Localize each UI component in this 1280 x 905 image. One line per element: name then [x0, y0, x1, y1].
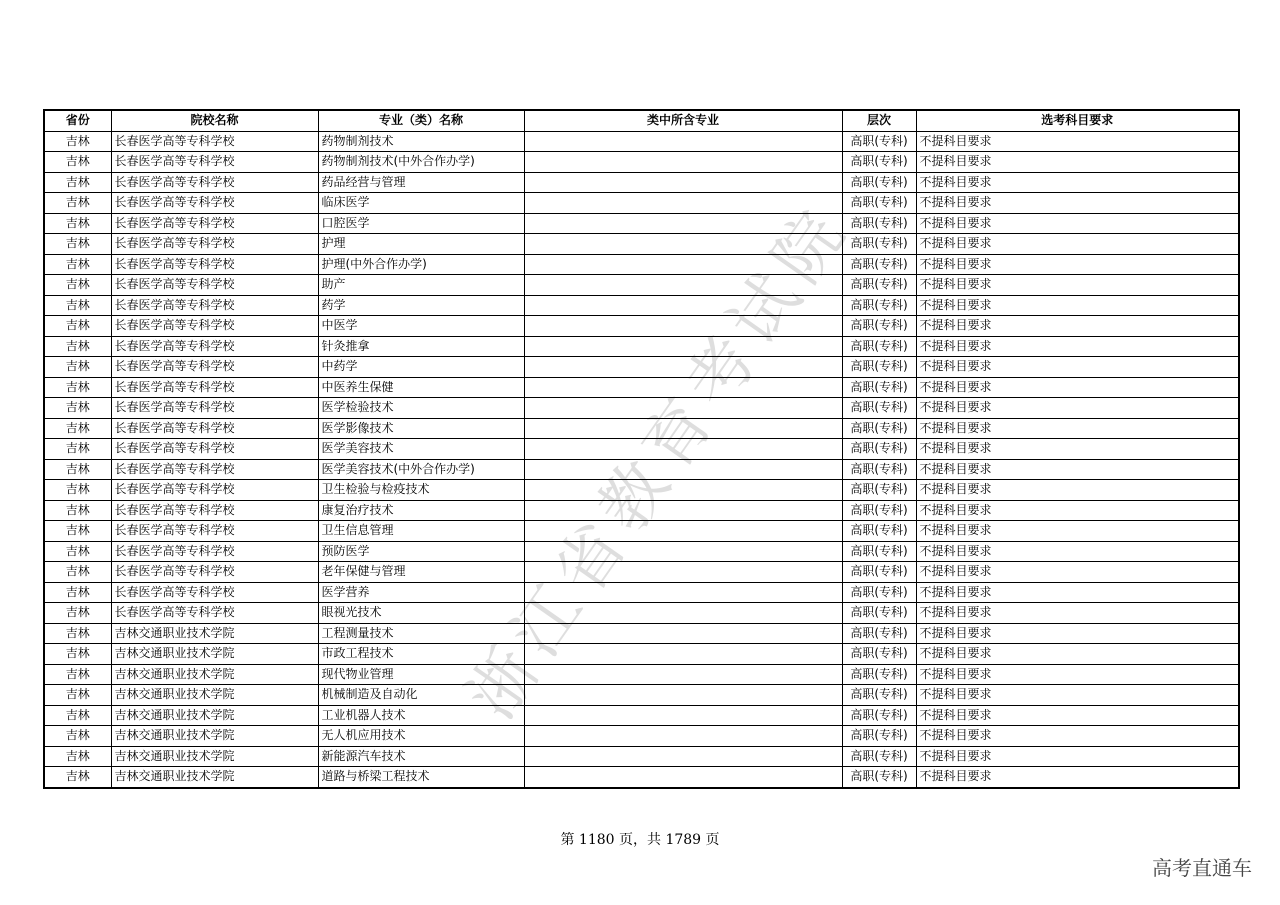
header-school-name: 院校名称 — [111, 110, 318, 131]
table-row — [44, 316, 1239, 337]
included-majors-cell — [524, 623, 842, 644]
table-row — [44, 357, 1239, 378]
table-row — [44, 398, 1239, 419]
level-cell: 高职(专科) — [842, 685, 916, 706]
level-cell: 高职(专科) — [842, 459, 916, 480]
subject-requirement-cell: 不提科目要求 — [916, 172, 1239, 193]
table-row — [44, 131, 1239, 152]
included-majors-cell — [524, 664, 842, 685]
subject-requirement-cell: 不提科目要求 — [916, 213, 1239, 234]
header-subject-requirement: 选考科目要求 — [916, 110, 1239, 131]
level-cell: 高职(专科) — [842, 193, 916, 214]
included-majors-cell — [524, 726, 842, 747]
major-name-cell: 卫生信息管理 — [318, 521, 524, 542]
table-row — [44, 152, 1239, 173]
subject-requirement-cell: 不提科目要求 — [916, 275, 1239, 296]
major-name-cell: 助产 — [318, 275, 524, 296]
school-name-cell: 长春医学高等专科学校 — [111, 234, 318, 255]
table-row — [44, 541, 1239, 562]
province-cell: 吉林 — [44, 172, 111, 193]
subject-requirement-cell: 不提科目要求 — [916, 439, 1239, 460]
table-row — [44, 459, 1239, 480]
level-cell: 高职(专科) — [842, 562, 916, 583]
included-majors-cell — [524, 705, 842, 726]
subject-requirement-cell: 不提科目要求 — [916, 377, 1239, 398]
school-name-cell: 长春医学高等专科学校 — [111, 336, 318, 357]
school-name-cell: 长春医学高等专科学校 — [111, 316, 318, 337]
province-cell: 吉林 — [44, 398, 111, 419]
page-number: 第 1180 页，共 1789 页 — [560, 832, 720, 848]
included-majors-cell — [524, 603, 842, 624]
major-name-cell: 现代物业管理 — [318, 664, 524, 685]
subject-requirement-cell: 不提科目要求 — [916, 603, 1239, 624]
major-name-cell: 口腔医学 — [318, 213, 524, 234]
major-name-cell: 工业机器人技术 — [318, 705, 524, 726]
school-name-cell: 长春医学高等专科学校 — [111, 398, 318, 419]
level-cell: 高职(专科) — [842, 131, 916, 152]
school-name-cell: 吉林交通职业技术学院 — [111, 726, 318, 747]
major-name-cell: 针灸推拿 — [318, 336, 524, 357]
level-cell: 高职(专科) — [842, 767, 916, 788]
included-majors-cell — [524, 685, 842, 706]
subject-requirement-cell: 不提科目要求 — [916, 746, 1239, 767]
school-name-cell: 长春医学高等专科学校 — [111, 603, 318, 624]
table-row — [44, 746, 1239, 767]
included-majors-cell — [524, 295, 842, 316]
subject-requirement-cell: 不提科目要求 — [916, 459, 1239, 480]
level-cell: 高职(专科) — [842, 521, 916, 542]
province-cell: 吉林 — [44, 131, 111, 152]
subject-requirement-cell: 不提科目要求 — [916, 521, 1239, 542]
major-name-cell: 康复治疗技术 — [318, 500, 524, 521]
school-name-cell: 长春医学高等专科学校 — [111, 521, 318, 542]
table-row — [44, 562, 1239, 583]
table-row — [44, 644, 1239, 665]
province-cell: 吉林 — [44, 152, 111, 173]
province-cell: 吉林 — [44, 418, 111, 439]
table-header-row — [44, 110, 1239, 131]
major-name-cell: 眼视光技术 — [318, 603, 524, 624]
header-level: 层次 — [842, 110, 916, 131]
province-cell: 吉林 — [44, 459, 111, 480]
level-cell: 高职(专科) — [842, 254, 916, 275]
table-row — [44, 500, 1239, 521]
included-majors-cell — [524, 131, 842, 152]
table-row — [44, 623, 1239, 644]
school-name-cell: 吉林交通职业技术学院 — [111, 644, 318, 665]
major-name-cell: 药学 — [318, 295, 524, 316]
major-name-cell: 老年保健与管理 — [318, 562, 524, 583]
major-name-cell: 中医学 — [318, 316, 524, 337]
table-row — [44, 705, 1239, 726]
table-row — [44, 172, 1239, 193]
major-name-cell: 预防医学 — [318, 541, 524, 562]
subject-requirement-cell: 不提科目要求 — [916, 644, 1239, 665]
major-name-cell: 无人机应用技术 — [318, 726, 524, 747]
school-name-cell: 长春医学高等专科学校 — [111, 131, 318, 152]
province-cell: 吉林 — [44, 295, 111, 316]
subject-requirement-cell: 不提科目要求 — [916, 500, 1239, 521]
school-name-cell: 长春医学高等专科学校 — [111, 377, 318, 398]
province-cell: 吉林 — [44, 521, 111, 542]
level-cell: 高职(专科) — [842, 726, 916, 747]
level-cell: 高职(专科) — [842, 234, 916, 255]
subject-requirement-cell: 不提科目要求 — [916, 582, 1239, 603]
level-cell: 高职(专科) — [842, 582, 916, 603]
subject-requirement-cell: 不提科目要求 — [916, 193, 1239, 214]
included-majors-cell — [524, 316, 842, 337]
table-row — [44, 439, 1239, 460]
subject-requirement-cell: 不提科目要求 — [916, 131, 1239, 152]
table-row — [44, 480, 1239, 501]
level-cell: 高职(专科) — [842, 644, 916, 665]
included-majors-cell — [524, 439, 842, 460]
province-cell: 吉林 — [44, 336, 111, 357]
subject-requirement-cell: 不提科目要求 — [916, 234, 1239, 255]
included-majors-cell — [524, 377, 842, 398]
major-name-cell: 药品经营与管理 — [318, 172, 524, 193]
school-name-cell: 长春医学高等专科学校 — [111, 439, 318, 460]
school-name-cell: 吉林交通职业技术学院 — [111, 767, 318, 788]
subject-requirement-cell: 不提科目要求 — [916, 418, 1239, 439]
header-included-majors: 类中所含专业 — [524, 110, 842, 131]
province-cell: 吉林 — [44, 705, 111, 726]
table-row — [44, 418, 1239, 439]
subject-requirement-cell: 不提科目要求 — [916, 295, 1239, 316]
province-cell: 吉林 — [44, 582, 111, 603]
table-row — [44, 664, 1239, 685]
school-name-cell: 长春医学高等专科学校 — [111, 172, 318, 193]
level-cell: 高职(专科) — [842, 152, 916, 173]
table-row — [44, 377, 1239, 398]
table-row — [44, 726, 1239, 747]
level-cell: 高职(专科) — [842, 295, 916, 316]
school-name-cell: 长春医学高等专科学校 — [111, 193, 318, 214]
subject-requirement-cell: 不提科目要求 — [916, 336, 1239, 357]
subject-requirement-cell: 不提科目要求 — [916, 398, 1239, 419]
province-cell: 吉林 — [44, 644, 111, 665]
subject-requirement-cell: 不提科目要求 — [916, 726, 1239, 747]
level-cell: 高职(专科) — [842, 623, 916, 644]
school-name-cell: 长春医学高等专科学校 — [111, 213, 318, 234]
subject-requirement-cell: 不提科目要求 — [916, 562, 1239, 583]
province-cell: 吉林 — [44, 193, 111, 214]
subject-requirement-cell: 不提科目要求 — [916, 152, 1239, 173]
table-row — [44, 254, 1239, 275]
level-cell: 高职(专科) — [842, 418, 916, 439]
province-cell: 吉林 — [44, 377, 111, 398]
table-row — [44, 295, 1239, 316]
major-name-cell: 卫生检验与检疫技术 — [318, 480, 524, 501]
admission-table-container — [43, 109, 1238, 789]
level-cell: 高职(专科) — [842, 603, 916, 624]
table-body — [44, 131, 1239, 788]
level-cell: 高职(专科) — [842, 398, 916, 419]
level-cell: 高职(专科) — [842, 664, 916, 685]
province-cell: 吉林 — [44, 541, 111, 562]
subject-requirement-cell: 不提科目要求 — [916, 623, 1239, 644]
level-cell: 高职(专科) — [842, 213, 916, 234]
table-row — [44, 767, 1239, 788]
included-majors-cell — [524, 767, 842, 788]
included-majors-cell — [524, 213, 842, 234]
included-majors-cell — [524, 541, 842, 562]
included-majors-cell — [524, 254, 842, 275]
school-name-cell: 长春医学高等专科学校 — [111, 418, 318, 439]
province-cell: 吉林 — [44, 357, 111, 378]
level-cell: 高职(专科) — [842, 746, 916, 767]
subject-requirement-cell: 不提科目要求 — [916, 705, 1239, 726]
level-cell: 高职(专科) — [842, 172, 916, 193]
table-row — [44, 336, 1239, 357]
major-name-cell: 护理 — [318, 234, 524, 255]
school-name-cell: 长春医学高等专科学校 — [111, 459, 318, 480]
province-cell: 吉林 — [44, 234, 111, 255]
major-name-cell: 医学美容技术 — [318, 439, 524, 460]
subject-requirement-cell: 不提科目要求 — [916, 254, 1239, 275]
major-name-cell: 工程测量技术 — [318, 623, 524, 644]
subject-requirement-cell: 不提科目要求 — [916, 316, 1239, 337]
province-cell: 吉林 — [44, 480, 111, 501]
school-name-cell: 长春医学高等专科学校 — [111, 357, 318, 378]
school-name-cell: 长春医学高等专科学校 — [111, 152, 318, 173]
province-cell: 吉林 — [44, 275, 111, 296]
level-cell: 高职(专科) — [842, 275, 916, 296]
included-majors-cell — [524, 234, 842, 255]
included-majors-cell — [524, 357, 842, 378]
province-cell: 吉林 — [44, 254, 111, 275]
subject-requirement-cell: 不提科目要求 — [916, 541, 1239, 562]
school-name-cell: 长春医学高等专科学校 — [111, 254, 318, 275]
table-row — [44, 275, 1239, 296]
table-row — [44, 603, 1239, 624]
school-name-cell: 吉林交通职业技术学院 — [111, 746, 318, 767]
major-name-cell: 医学美容技术(中外合作办学) — [318, 459, 524, 480]
major-name-cell: 护理(中外合作办学) — [318, 254, 524, 275]
included-majors-cell — [524, 562, 842, 583]
level-cell: 高职(专科) — [842, 705, 916, 726]
included-majors-cell — [524, 193, 842, 214]
school-name-cell: 吉林交通职业技术学院 — [111, 664, 318, 685]
admission-table — [43, 109, 1240, 789]
included-majors-cell — [524, 500, 842, 521]
major-name-cell: 新能源汽车技术 — [318, 746, 524, 767]
included-majors-cell — [524, 275, 842, 296]
header-province: 省份 — [44, 110, 111, 131]
province-cell: 吉林 — [44, 500, 111, 521]
major-name-cell: 医学影像技术 — [318, 418, 524, 439]
major-name-cell: 道路与桥梁工程技术 — [318, 767, 524, 788]
major-name-cell: 药物制剂技术(中外合作办学) — [318, 152, 524, 173]
table-row — [44, 582, 1239, 603]
included-majors-cell — [524, 746, 842, 767]
level-cell: 高职(专科) — [842, 377, 916, 398]
included-majors-cell — [524, 521, 842, 542]
major-name-cell: 临床医学 — [318, 193, 524, 214]
included-majors-cell — [524, 418, 842, 439]
subject-requirement-cell: 不提科目要求 — [916, 664, 1239, 685]
included-majors-cell — [524, 398, 842, 419]
subject-requirement-cell: 不提科目要求 — [916, 685, 1239, 706]
province-cell: 吉林 — [44, 685, 111, 706]
province-cell: 吉林 — [44, 213, 111, 234]
table-row — [44, 193, 1239, 214]
level-cell: 高职(专科) — [842, 480, 916, 501]
province-cell: 吉林 — [44, 767, 111, 788]
school-name-cell: 长春医学高等专科学校 — [111, 541, 318, 562]
school-name-cell: 吉林交通职业技术学院 — [111, 705, 318, 726]
major-name-cell: 中药学 — [318, 357, 524, 378]
school-name-cell: 吉林交通职业技术学院 — [111, 685, 318, 706]
province-cell: 吉林 — [44, 726, 111, 747]
table-row — [44, 521, 1239, 542]
school-name-cell: 长春医学高等专科学校 — [111, 275, 318, 296]
included-majors-cell — [524, 172, 842, 193]
major-name-cell: 医学营养 — [318, 582, 524, 603]
level-cell: 高职(专科) — [842, 357, 916, 378]
header-major-name: 专业（类）名称 — [318, 110, 524, 131]
school-name-cell: 吉林交通职业技术学院 — [111, 623, 318, 644]
watermark-text: 浙江省教育考试院 — [452, 190, 865, 733]
included-majors-cell — [524, 459, 842, 480]
table-row — [44, 685, 1239, 706]
included-majors-cell — [524, 644, 842, 665]
included-majors-cell — [524, 582, 842, 603]
brand-logo-text: 高考直通车 — [1152, 856, 1252, 880]
subject-requirement-cell: 不提科目要求 — [916, 357, 1239, 378]
major-name-cell: 市政工程技术 — [318, 644, 524, 665]
school-name-cell: 长春医学高等专科学校 — [111, 480, 318, 501]
province-cell: 吉林 — [44, 439, 111, 460]
province-cell: 吉林 — [44, 316, 111, 337]
province-cell: 吉林 — [44, 603, 111, 624]
province-cell: 吉林 — [44, 623, 111, 644]
level-cell: 高职(专科) — [842, 500, 916, 521]
subject-requirement-cell: 不提科目要求 — [916, 767, 1239, 788]
table-row — [44, 213, 1239, 234]
province-cell: 吉林 — [44, 746, 111, 767]
school-name-cell: 长春医学高等专科学校 — [111, 500, 318, 521]
level-cell: 高职(专科) — [842, 336, 916, 357]
major-name-cell: 药物制剂技术 — [318, 131, 524, 152]
province-cell: 吉林 — [44, 664, 111, 685]
school-name-cell: 长春医学高等专科学校 — [111, 582, 318, 603]
included-majors-cell — [524, 336, 842, 357]
school-name-cell: 长春医学高等专科学校 — [111, 295, 318, 316]
major-name-cell: 机械制造及自动化 — [318, 685, 524, 706]
major-name-cell: 中医养生保健 — [318, 377, 524, 398]
subject-requirement-cell: 不提科目要求 — [916, 480, 1239, 501]
included-majors-cell — [524, 480, 842, 501]
level-cell: 高职(专科) — [842, 316, 916, 337]
major-name-cell: 医学检验技术 — [318, 398, 524, 419]
province-cell: 吉林 — [44, 562, 111, 583]
included-majors-cell — [524, 152, 842, 173]
table-row — [44, 234, 1239, 255]
level-cell: 高职(专科) — [842, 439, 916, 460]
school-name-cell: 长春医学高等专科学校 — [111, 562, 318, 583]
level-cell: 高职(专科) — [842, 541, 916, 562]
